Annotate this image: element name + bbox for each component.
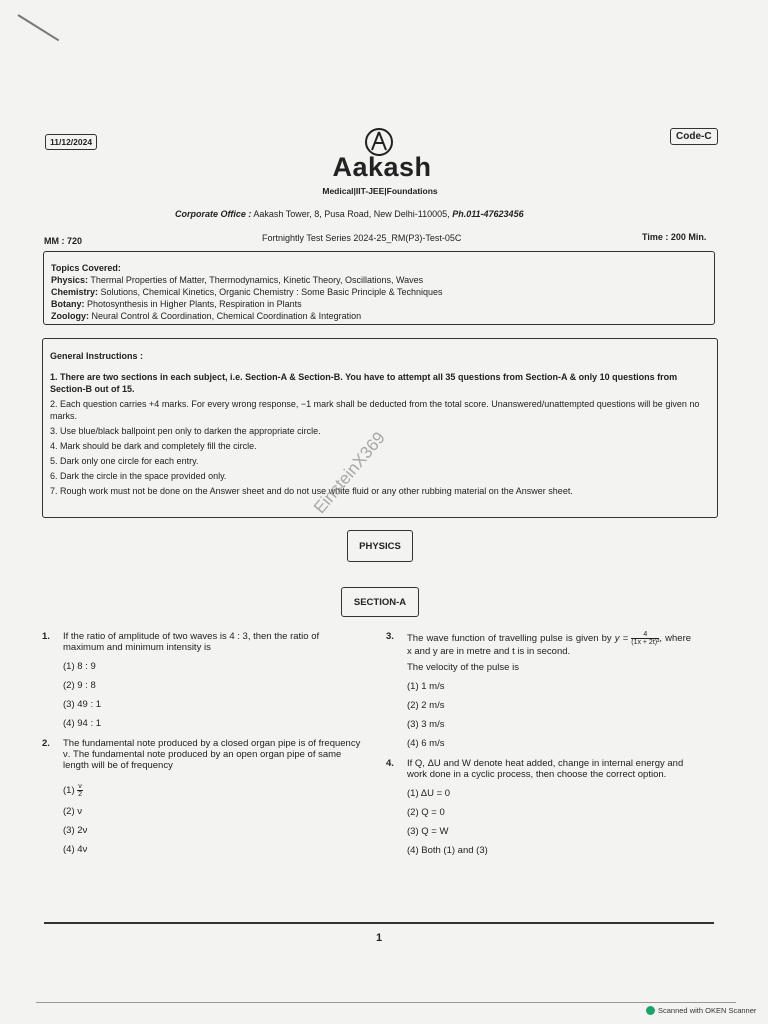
date-box (45, 134, 97, 150)
section-label: SECTION-A (353, 596, 407, 608)
fraction: $\frac{\nu}{2}$ (78, 783, 82, 798)
question-number: 3. (386, 631, 394, 642)
question-subtext: The velocity of the pulse is (407, 662, 519, 673)
option: (1) 8 : 9 (63, 661, 96, 672)
option: (1) $\frac{\nu}{2}$ (63, 783, 82, 798)
instructions-title: General Instructions : (50, 351, 144, 361)
date-text: 11/12/2024 (50, 137, 93, 147)
formula-fraction: $\frac{4}{\text{(1x + 2t)²}}$ (631, 631, 660, 646)
option: (1) ΔU = 0 (407, 788, 451, 799)
option: (3) 2ν (63, 825, 88, 836)
code-text: Code-C (676, 131, 712, 142)
question-4 (386, 758, 691, 856)
page-bottom-edge (36, 1002, 736, 1003)
topic-physics: Physics: Thermal Properties of Matter, Thermodynamics, Kinetic Theory, Oscillations, Waves (51, 275, 424, 285)
time-limit: Time : 200 Min. (642, 232, 707, 242)
instruction-item: 2. Each question carries +4 marks. For every wrong response, −1 mark shall be deducted from the total score. Unanswered/unattempted questions will be given no marks. (50, 399, 700, 421)
option: (4) 94 : 1 (63, 718, 102, 729)
instruction-item: 4. Mark should be dark and completely fill the circle. (50, 441, 257, 451)
corporate-address: Aakash Tower, 8, Pusa Road, New Delhi-110005, (253, 209, 450, 219)
instruction-item: 3. Use blue/black ballpoint pen only to darken the appropriate circle. (50, 426, 321, 436)
watermark-text: EinsteinX369 (310, 428, 389, 518)
option: (3) Q = W (407, 826, 449, 837)
test-name: Fortnightly Test Series 2024-25_RM(P3)-Test-05C (262, 233, 462, 243)
page-number: 1 (376, 932, 383, 944)
phone-number: Ph.011-47623456 (452, 209, 524, 219)
subject-label: PHYSICS (359, 540, 401, 552)
option: (2) 9 : 8 (63, 680, 96, 691)
question-number: 1. (42, 631, 50, 642)
option: (2) Q = 0 (407, 807, 445, 818)
scanner-text: Scanned with OKEN Scanner (658, 1006, 757, 1015)
question-text: If Q, ΔU and W denote heat added, change in internal energy and work done in a cyclic process, then choose the correct option. (407, 758, 684, 780)
question-text: If the ratio of amplitude of two waves is 4 : 3, then the ratio of maximum and minimum intensity is (63, 631, 320, 653)
option: (4) 6 m/s (407, 738, 445, 749)
option: (3) 49 : 1 (63, 699, 102, 710)
instruction-item: 6. Dark the circle in the space provided only. (50, 471, 227, 481)
topics-box (43, 251, 715, 325)
option: (3) 3 m/s (407, 719, 445, 730)
section-box (341, 587, 419, 617)
instructions-box (42, 338, 718, 518)
question-text: The fundamental note produced by a closed organ pipe is of frequency ν. The fundamental note produced by an open organ pipe of same length will be of frequency (63, 738, 361, 771)
code-box (670, 128, 718, 145)
question-text: The wave function of travelling pulse is given by y = $\frac{4}{\text{(1x + 2t)²}}$ , where x and y are in metre and t is in second. (407, 631, 692, 657)
option: (4) Both (1) and (3) (407, 845, 488, 856)
instruction-item: 1. There are two sections in each subject, i.e. Section-A & Section-B. You have to attempt all 35 questions from Section-A & only 10 questions from Section-B out of 15. (50, 372, 678, 394)
question-3 (386, 631, 691, 749)
corporate-label: Corporate Office : (175, 209, 252, 219)
brand-name: Aakash (332, 152, 432, 182)
topic-chemistry: Chemistry: Solutions, Chemical Kinetics, Organic Chemistry : Some Basic Principle & Techniques (51, 287, 443, 297)
topic-zoology: Zoology: Neural Control & Coordination, Chemical Coordination & Integration (51, 311, 362, 321)
option: (2) 2 m/s (407, 700, 445, 711)
topics-title: Topics Covered: (51, 263, 121, 273)
question-2 (42, 738, 362, 855)
option: (4) 4ν (63, 844, 88, 855)
topic-botany: Botany: Photosynthesis in Higher Plants, Respiration in Plants (51, 299, 302, 309)
max-marks: MM : 720 (44, 236, 83, 246)
pen-stroke-mark (17, 14, 59, 41)
question-1 (42, 631, 362, 729)
question-number: 4. (386, 758, 394, 769)
option: (1) 1 m/s (407, 681, 445, 692)
subject-box (347, 530, 413, 562)
corporate-office-line (175, 209, 524, 219)
instruction-item: 5. Dark only one circle for each entry. (50, 456, 199, 466)
scanner-badge (646, 1006, 756, 1015)
option: (2) ν (63, 806, 82, 817)
brand-tagline: Medical|IIT-JEE|Foundations (322, 186, 438, 196)
scanner-icon (646, 1006, 655, 1015)
footer-rule (44, 922, 714, 924)
question-number: 2. (42, 738, 50, 749)
instruction-item: 7. Rough work must not be done on the Answer sheet and do not use white fluid or any other rubbing material on the Answer sheet. (50, 486, 573, 496)
